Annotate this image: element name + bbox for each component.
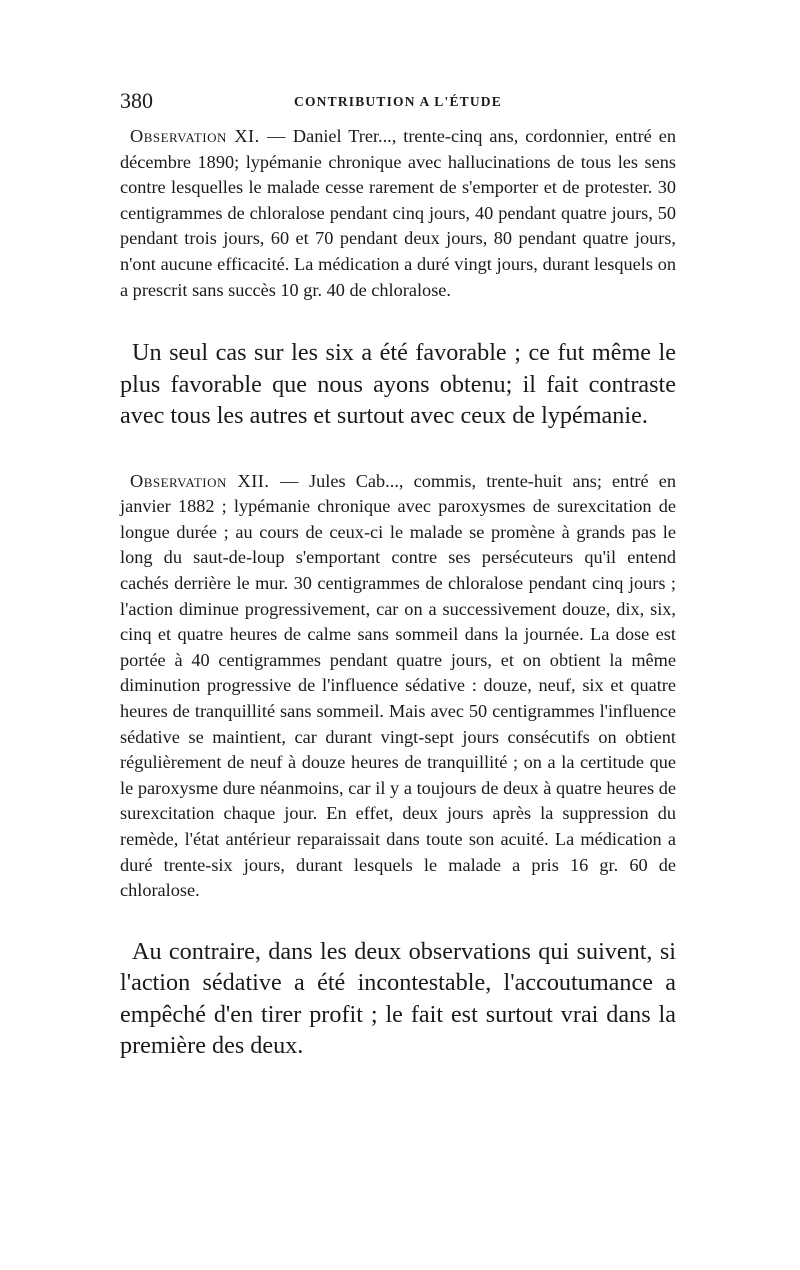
running-head	[120, 88, 676, 118]
observation-xii-label: Observation XII. —	[130, 470, 299, 491]
observation-xi-label: Observation XI. —	[130, 126, 286, 146]
body-paragraph-1: Un seul cas sur les six a été favorable ; ce fut même le plus favorable que nous ayons obtenu; il fait contraste avec tous les autres et surtout avec ceux de lypémanie.	[120, 339, 676, 430]
observation-xi	[120, 124, 676, 303]
observation-xii-text: Jules Cab..., commis, trente-huit ans; entré en janvier 1882 ; lypémanie chronique avec paroxysmes de surexcitation de longue durée ; au cours de ceux-ci le malade se promène à grands pas le long du saut-de-loup s'emportant contre ses persécuteurs qu'il entend cachés derrière le mur. 30 centigrammes de chloralose pendant cinq jours ; l'action diminue progressivement, car on a successivement douze, dix, six, cinq et quatre heures de calme sans sommeil dans la journée. La dose est portée à 40 centigrammes pendant quatre jours, et on obtient la même diminution progressive de l'influence sédative : douze, neuf, six et quatre heures de tranquillité sans sommeil. Mais avec 50 centigrammes l'influence sédative se maintient, car durant vingt-sept jours consécutifs on obtient régulièrement de neuf à douze heures de tranquillité ; on a la certitude que le paroxysme dure néanmoins, car il y a toujours de deux à quatre heures de surexcitation chaque jour. En effet, deux jours après la suppression du remède, l'état antérieur reparaissait dans toute son acuité. La médication a duré trente-six jours, durant lesquels le malade a pris 16 gr. 60 de chloralose.	[120, 470, 676, 901]
observation-xi-text: Daniel Trer..., trente-cinq ans, cordonnier, entré en décembre 1890; lypémanie chronique avec hallucinations de tous les sens contre lesquelles le malade cesse rarement de s'emporter et de protester. 30 centigrammes de chloralose pendant cinq jours, 40 pendant quatre jours, 50 pendant trois jours, 60 et 70 pendant deux jours, 80 pendant quatre jours, n'ont aucune efficacité. La médication a duré vingt jours, durant lesquels on a prescrit sans succès 10 gr. 40 de chloralose.	[120, 126, 676, 300]
book-page	[120, 88, 676, 1062]
page-number: 380	[120, 88, 153, 113]
running-title: CONTRIBUTION A L'ÉTUDE	[294, 94, 502, 109]
observation-xii	[120, 469, 676, 904]
body-paragraph-2: Au contraire, dans les deux observations qui suivent, si l'action sédative a été incontestable, l'accoutumance a empêché d'en tirer profit ; le fait est surtout vrai dans la première des deux.	[120, 937, 676, 1060]
